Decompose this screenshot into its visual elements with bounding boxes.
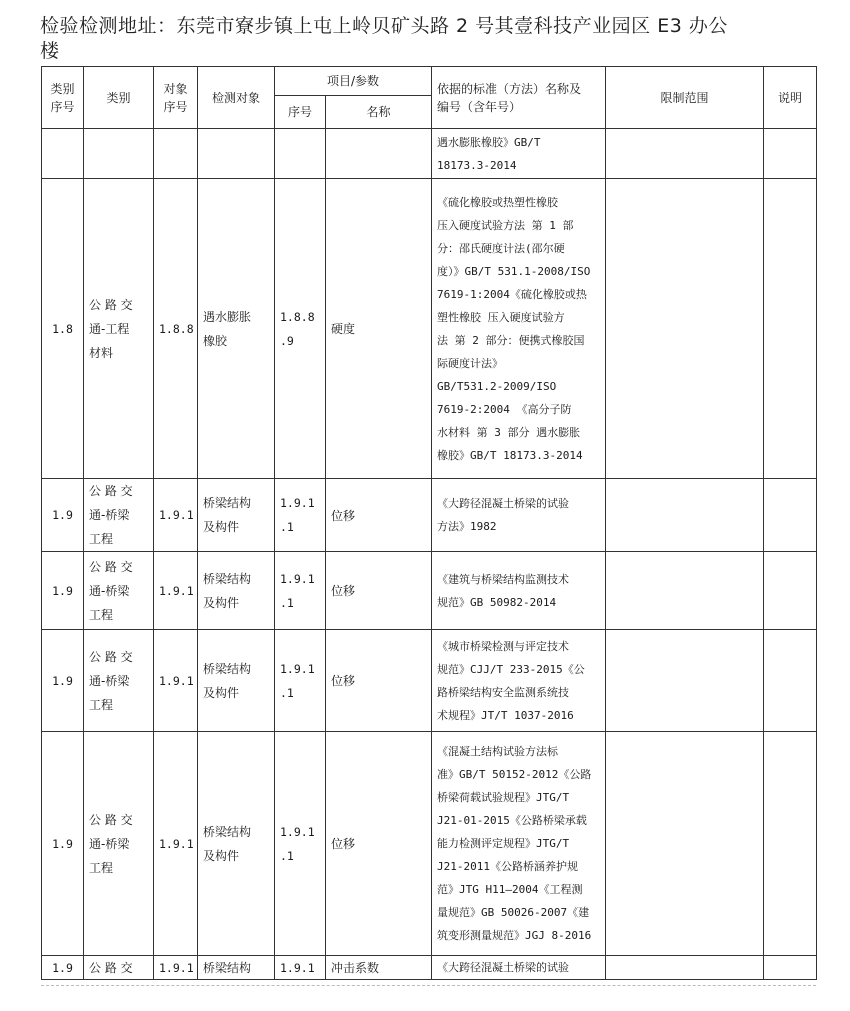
cell-object: 桥梁结构 及构件: [198, 732, 275, 956]
cell-item-no: 1.9.1 .1: [275, 479, 326, 552]
cell-note: [764, 129, 817, 179]
cell-category-no: 1.8: [42, 179, 84, 479]
cell-category-no: 1.9: [42, 630, 84, 732]
col-category-no: 类别 序号: [42, 67, 84, 129]
table-row: [42, 956, 817, 980]
table-row: [42, 552, 817, 630]
cell-category-no: [42, 129, 84, 179]
cell-object-no: [154, 129, 198, 179]
cell-limit: [606, 179, 764, 479]
table-row: [42, 479, 817, 552]
cell-object-no: 1.9.1: [154, 479, 198, 552]
cell-object: 桥梁结构 及构件: [198, 630, 275, 732]
col-limit: 限制范围: [606, 67, 764, 129]
cell-object-no: 1.8.8: [154, 179, 198, 479]
cell-note: [764, 956, 817, 980]
cell-category-no: 1.9: [42, 479, 84, 552]
col-item-group: 项目/参数: [275, 67, 432, 96]
cell-object: [198, 129, 275, 179]
cell-item-no: 1.9.1: [275, 956, 326, 980]
table-row: [42, 129, 817, 179]
cell-standard: 遇水膨胀橡胶》GB/T 18173.3-2014: [432, 129, 606, 179]
inspection-address-header: 检验检测地址：东莞市寮步镇上屯上岭贝矿头路 2 号其壹科技产业园区 E3 办公 楼: [40, 15, 728, 62]
cell-limit: [606, 479, 764, 552]
cell-item-no: 1.9.1 .1: [275, 732, 326, 956]
cell-category: 公 路 交 通-工程 材料: [84, 179, 154, 479]
cell-item-name: [326, 129, 432, 179]
cell-category: 公 路 交 通-桥梁 工程: [84, 732, 154, 956]
cell-note: [764, 552, 817, 630]
cell-standard: 《大跨径混凝土桥梁的试验 方法》1982: [432, 479, 606, 552]
col-object: 检测对象: [198, 67, 275, 129]
cell-category: [84, 129, 154, 179]
cell-item-name: 硬度: [326, 179, 432, 479]
cell-object: 桥梁结构 及构件: [198, 479, 275, 552]
cell-object: 桥梁结构: [198, 956, 275, 980]
cell-standard: 《建筑与桥梁结构监测技术 规范》GB 50982-2014: [432, 552, 606, 630]
cell-limit: [606, 630, 764, 732]
cell-note: [764, 479, 817, 552]
col-note: 说明: [764, 67, 817, 129]
cell-note: [764, 732, 817, 956]
cell-category: 公 路 交 通-桥梁 工程: [84, 479, 154, 552]
cell-category: 公 路 交: [84, 956, 154, 980]
col-category: 类别: [84, 67, 154, 129]
cell-standard: 《城市桥梁检测与评定技术 规范》CJJ/T 233-2015《公 路桥梁结构安全监测系统技 术规程》JT/T 1037-2016: [432, 630, 606, 732]
cell-note: [764, 179, 817, 479]
cell-category-no: 1.9: [42, 956, 84, 980]
cell-standard: 《混凝土结构试验方法标 准》GB/T 50152-2012《公路 桥梁荷载试验规程》JTG/T J21-01-2015《公路桥梁承载 能力检测评定规程》JTG/T J21-2011《公路桥涵养护规 范》JTG H11—2004《工程测 量规范》GB 50026-2007《建 筑变形测量规范》JGJ 8-2016: [432, 732, 606, 956]
cell-item-name: 位移: [326, 630, 432, 732]
cell-category: 公 路 交 通-桥梁 工程: [84, 552, 154, 630]
cell-item-no: [275, 129, 326, 179]
cell-item-no: 1.9.1 .1: [275, 552, 326, 630]
cell-object-no: 1.9.1: [154, 630, 198, 732]
cell-object-no: 1.9.1: [154, 732, 198, 956]
accreditation-scope-table: [41, 66, 817, 980]
table-row: [42, 179, 817, 479]
cell-standard: 《硫化橡胶或热塑性橡胶 压入硬度试验方法 第 1 部 分：邵氏硬度计法(邵尔硬 度）》GB/T 531.1-2008/ISO 7619-1:2004《硫化橡胶或热 塑性橡胶 压入硬度试验方 法 第 2 部分：便携式橡胶国 际硬度计法》 GB/T531.2-2009/ISO 7619-2:2004 《高分子防 水材料 第 3 部分 遇水膨胀 橡胶》GB/T 18173.3-2014: [432, 179, 606, 479]
cell-item-name: 位移: [326, 732, 432, 956]
cell-category-no: 1.9: [42, 732, 84, 956]
table-row: [42, 630, 817, 732]
cell-category-no: 1.9: [42, 552, 84, 630]
cell-object: 遇水膨胀 橡胶: [198, 179, 275, 479]
cell-item-name: 冲击系数: [326, 956, 432, 980]
cell-item-name: 位移: [326, 552, 432, 630]
cell-limit: [606, 732, 764, 956]
cell-item-no: 1.8.8 .9: [275, 179, 326, 479]
cell-item-name: 位移: [326, 479, 432, 552]
cell-category: 公 路 交 通-桥梁 工程: [84, 630, 154, 732]
col-object-no: 对象 序号: [154, 67, 198, 129]
cell-object-no: 1.9.1: [154, 552, 198, 630]
cell-standard: 《大跨径混凝土桥梁的试验: [432, 956, 606, 980]
col-item-no: 序号: [275, 96, 326, 129]
page-bottom-divider: [41, 985, 816, 986]
table-row: [42, 732, 817, 956]
cell-item-no: 1.9.1 .1: [275, 630, 326, 732]
cell-object: 桥梁结构 及构件: [198, 552, 275, 630]
col-standard: 依据的标准（方法）名称及 编号（含年号）: [432, 67, 606, 129]
cell-limit: [606, 956, 764, 980]
cell-note: [764, 630, 817, 732]
cell-limit: [606, 129, 764, 179]
table-header-row: [42, 67, 817, 96]
col-item-name: 名称: [326, 96, 432, 129]
cell-limit: [606, 552, 764, 630]
cell-object-no: 1.9.1: [154, 956, 198, 980]
